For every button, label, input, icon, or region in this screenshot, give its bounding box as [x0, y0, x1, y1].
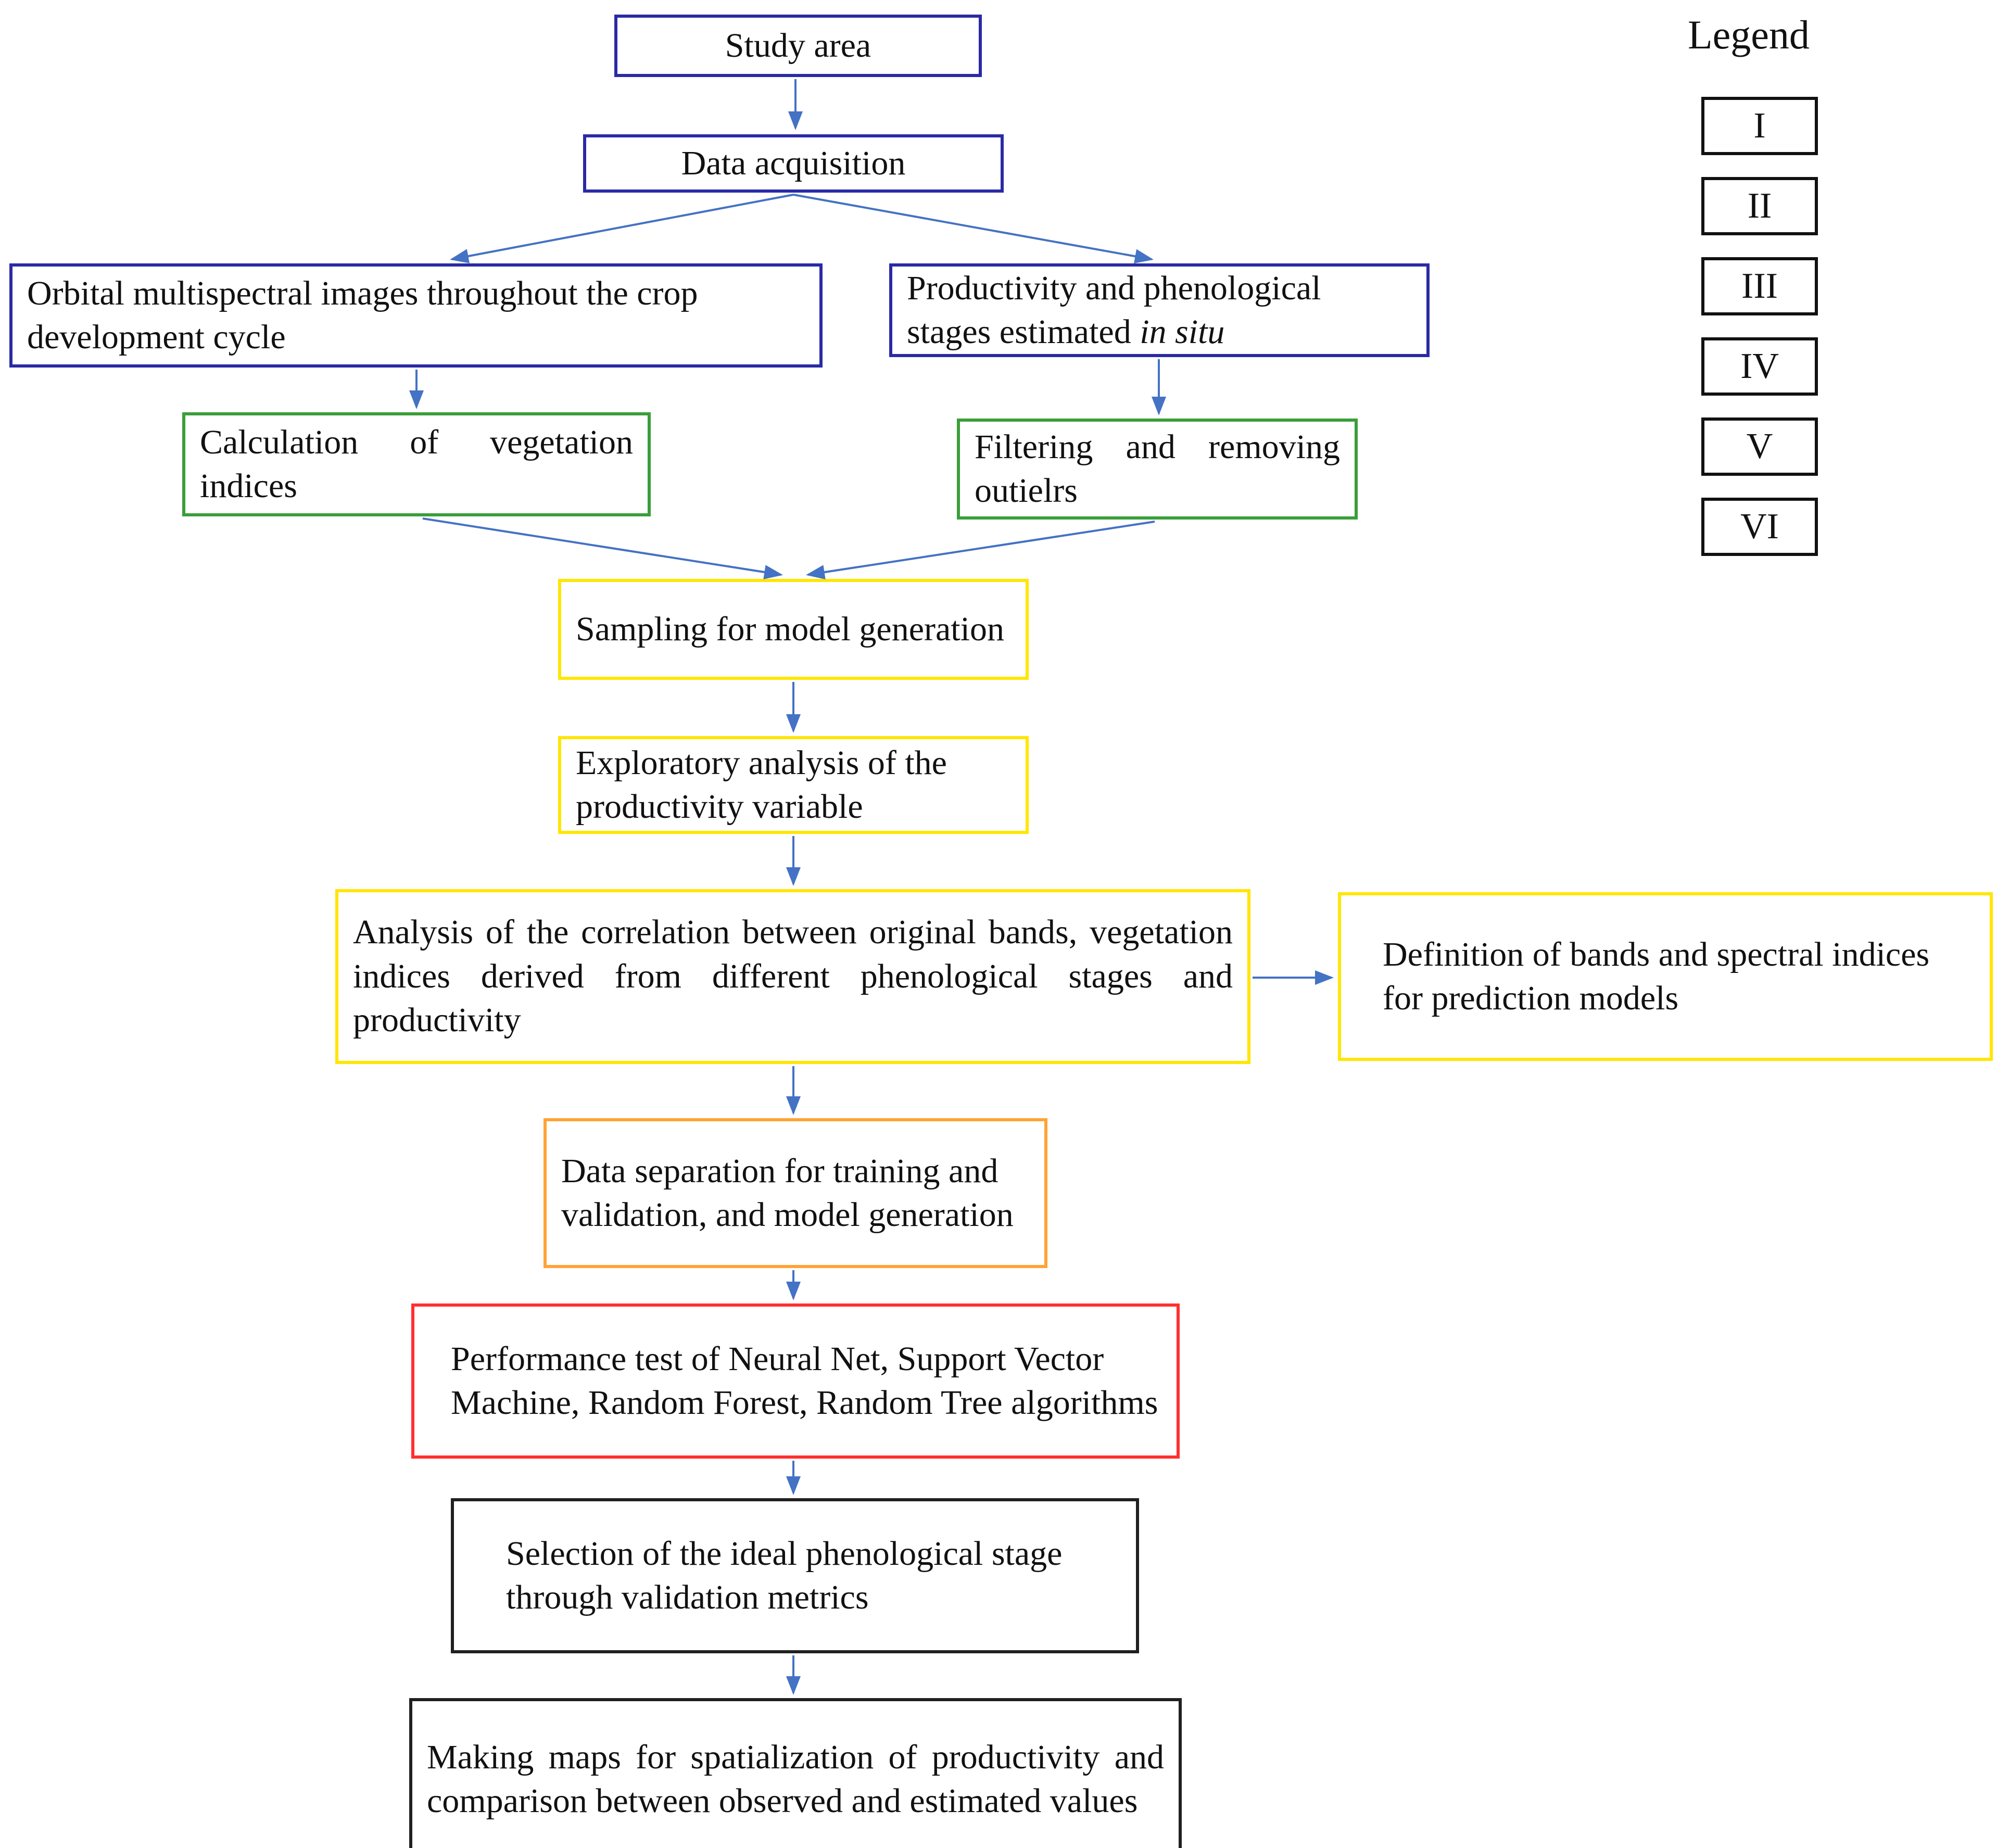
node-exploratory-analysis	[558, 736, 1029, 834]
node-label: Data separation for training and validation, and model generation	[561, 1151, 1014, 1234]
node-label: Selection of the ideal phenological stage through validation metrics	[506, 1534, 1063, 1616]
node-label: Exploratory analysis of the productivity variable	[576, 743, 947, 826]
legend-item-5	[1701, 417, 1818, 476]
legend-item-label: V	[1746, 426, 1773, 466]
node-label: Filtering and removing outielrs	[975, 427, 1340, 510]
legend-item-label: III	[1741, 266, 1778, 306]
node-filtering-outliers	[957, 419, 1358, 520]
node-label-text: Productivity and phenological stages estimated	[907, 269, 1321, 351]
node-label: Definition of bands and spectral indices for prediction models	[1383, 935, 1930, 1017]
node-label-italic: in situ	[1140, 313, 1225, 351]
legend-item-1	[1701, 97, 1818, 155]
node-study-area	[614, 15, 982, 77]
node-label	[907, 267, 1412, 355]
node-productivity-in-situ	[889, 263, 1430, 357]
node-definition-bands-indices	[1338, 892, 1993, 1061]
node-label: Orbital multispectral images throughout the crop development cycle	[27, 274, 698, 356]
node-selection-phenological-stage	[451, 1498, 1139, 1653]
node-label: Making maps for spatialization of productivity and comparison between observed and estimated values	[427, 1738, 1164, 1820]
node-calculation-vegetation-indices	[182, 412, 651, 516]
node-data-acquisition	[583, 134, 1004, 193]
legend-item-label: IV	[1740, 346, 1779, 386]
legend-item-4	[1701, 337, 1818, 396]
node-sampling-model-generation	[558, 579, 1029, 680]
legend-title: Legend	[1688, 12, 1810, 57]
node-data-separation	[544, 1118, 1047, 1268]
legend-item-label: I	[1753, 106, 1766, 146]
node-label: Sampling for model generation	[576, 610, 1004, 648]
node-label: Performance test of Neural Net, Support Vector Machine, Random Forest, Random Tree algorithms	[451, 1339, 1158, 1422]
arrow-calculation-to-sampling	[423, 518, 781, 575]
node-label: Data acquisition	[681, 144, 906, 182]
legend-item-label: II	[1747, 186, 1772, 226]
legend-item-label: VI	[1740, 507, 1779, 547]
legend-item-6	[1701, 498, 1818, 556]
node-making-maps	[409, 1698, 1182, 1848]
node-label: Analysis of the correlation between original bands, vegetation indices derived from different phenological stages and productivity	[353, 913, 1233, 1040]
node-orbital-images	[9, 263, 823, 368]
legend-item-2	[1701, 177, 1818, 235]
legend-item-3	[1701, 257, 1818, 315]
node-performance-test	[411, 1303, 1180, 1459]
arrow-data-to-productivity	[793, 195, 1152, 259]
node-label: Study area	[725, 26, 871, 65]
arrow-data-to-orbital	[452, 195, 793, 259]
node-label: Calculation of vegetation indices	[200, 423, 633, 505]
node-correlation-analysis	[335, 889, 1250, 1064]
arrow-filtering-to-sampling	[808, 522, 1155, 575]
